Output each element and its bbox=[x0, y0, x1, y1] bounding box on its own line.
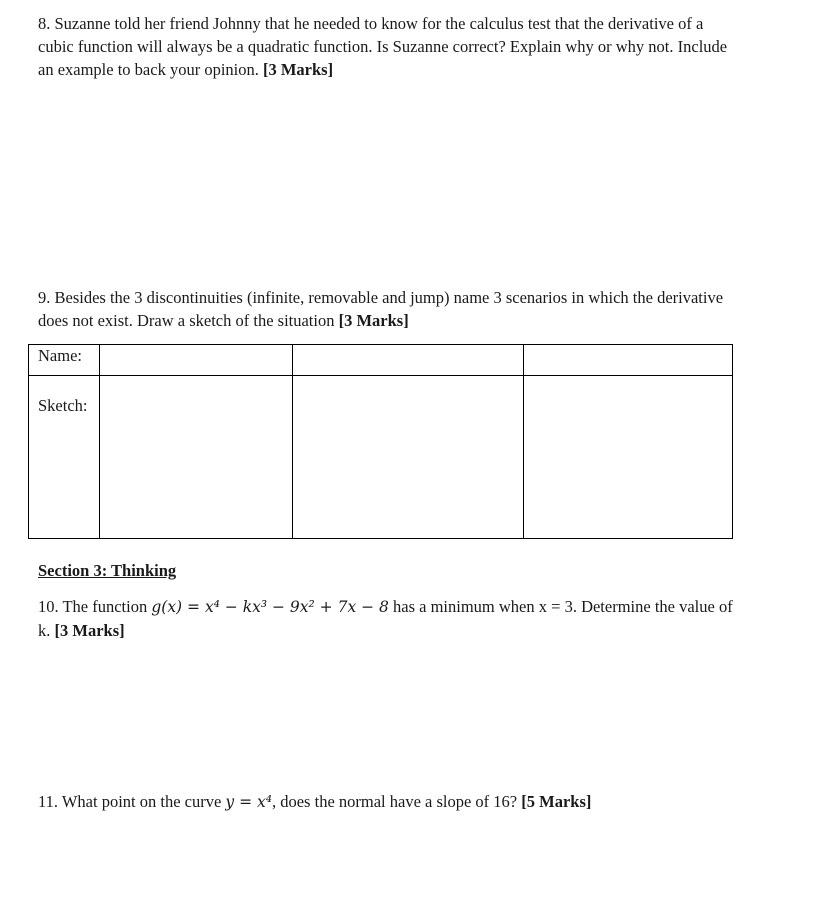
name-label: Name: bbox=[29, 345, 100, 376]
section-3-title: Section 3: Thinking bbox=[38, 561, 177, 580]
name-cell-1[interactable] bbox=[100, 345, 293, 376]
question-8 bbox=[38, 12, 738, 81]
name-cell-3[interactable] bbox=[524, 345, 733, 376]
sketch-cell-2[interactable] bbox=[293, 376, 524, 539]
question-9-marks: [3 Marks] bbox=[338, 311, 409, 330]
name-cell-2[interactable] bbox=[293, 345, 524, 376]
question-11-marks: [5 Marks] bbox=[521, 792, 592, 811]
question-9-text: 9. Besides the 3 discontinuities (infinite, removable and jump) name 3 scenarios in which the derivative does not exist. Draw a sketch of the situation bbox=[38, 288, 724, 330]
table-row-sketch bbox=[29, 376, 733, 539]
question-10-marks: [3 Marks] bbox=[54, 621, 125, 640]
question-9 bbox=[38, 286, 738, 332]
question-10-prefix: 10. The function bbox=[38, 597, 152, 616]
question-8-text: 8. Suzanne told her friend Johnny that he needed to know for the calculus test that the derivative of a cubic function will always be a quadratic function. Is Suzanne correct? Explain why or why not. Include an example to back your opinion. bbox=[38, 14, 728, 79]
sketch-cell-1[interactable] bbox=[100, 376, 293, 539]
question-10-suffix: has a minimum when x = 3. Determine the value of k. bbox=[38, 597, 733, 640]
question-11-suffix: , does the normal have a slope of 16? bbox=[271, 792, 518, 811]
sketch-cell-3[interactable] bbox=[524, 376, 733, 539]
question-11-equation: y = x⁴ bbox=[225, 793, 272, 811]
question-8-marks: [3 Marks] bbox=[262, 60, 334, 79]
question-11 bbox=[38, 790, 738, 814]
question-11-prefix: 11. What point on the curve bbox=[38, 792, 226, 811]
question-10 bbox=[38, 595, 738, 642]
question-10-equation: g(x) = x⁴ − kx³ − 9x² + 7x − 8 bbox=[151, 598, 389, 616]
table-row-name bbox=[29, 345, 733, 376]
sketch-table bbox=[28, 344, 733, 539]
sketch-label: Sketch: bbox=[29, 376, 100, 539]
